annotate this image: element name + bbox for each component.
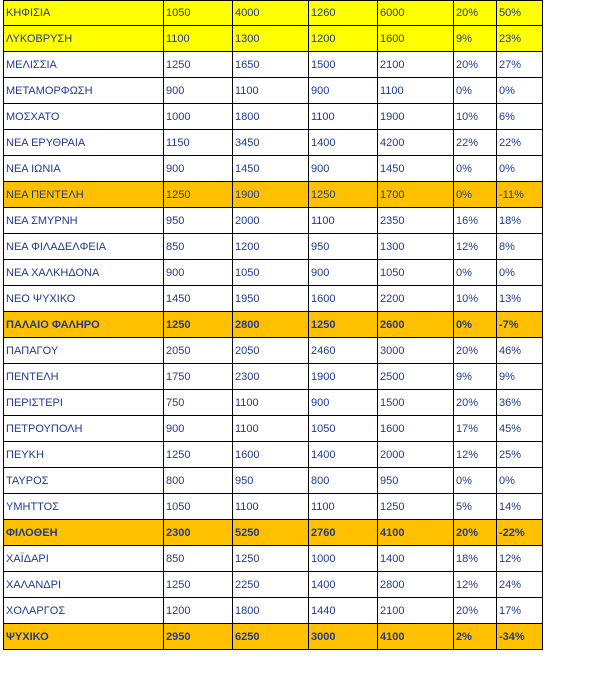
area-name-cell[interactable]: ΨΥΧΙΚΟ: [4, 624, 164, 650]
value-cell[interactable]: 1400: [309, 572, 378, 598]
value-cell[interactable]: 2050: [164, 338, 233, 364]
value-cell[interactable]: 800: [309, 468, 378, 494]
value-cell[interactable]: 1500: [309, 52, 378, 78]
value-cell[interactable]: 36%: [497, 390, 543, 416]
area-name-cell[interactable]: ΝΕΑ ΧΑΛΚΗΔΟΝΑ: [4, 260, 164, 286]
area-name-cell[interactable]: ΜΕΛΙΣΣΙΑ: [4, 52, 164, 78]
value-cell[interactable]: 46%: [497, 338, 543, 364]
value-cell[interactable]: 1900: [378, 104, 454, 130]
value-cell[interactable]: 1250: [164, 572, 233, 598]
value-cell[interactable]: 9%: [454, 26, 497, 52]
value-cell[interactable]: 1450: [378, 156, 454, 182]
value-cell[interactable]: 900: [309, 78, 378, 104]
value-cell[interactable]: 1200: [164, 598, 233, 624]
value-cell[interactable]: 1800: [233, 104, 309, 130]
value-cell[interactable]: 50%: [497, 1, 543, 26]
area-name-cell[interactable]: ΝΕΑ ΙΩΝΙΑ: [4, 156, 164, 182]
value-cell[interactable]: 27%: [497, 52, 543, 78]
value-cell[interactable]: 2000: [233, 208, 309, 234]
area-name-cell[interactable]: ΚΗΦΙΣΙΑ: [4, 1, 164, 26]
value-cell[interactable]: 950: [164, 208, 233, 234]
value-cell[interactable]: 900: [309, 156, 378, 182]
table-row: [4, 26, 543, 52]
value-cell[interactable]: 20%: [454, 390, 497, 416]
area-name-cell[interactable]: ΜΟΣΧΑΤΟ: [4, 104, 164, 130]
value-cell[interactable]: 1050: [164, 494, 233, 520]
table-row: [4, 468, 543, 494]
value-cell[interactable]: 2000: [378, 442, 454, 468]
value-cell[interactable]: 1050: [309, 416, 378, 442]
table-row: [4, 78, 543, 104]
value-cell[interactable]: 2300: [233, 364, 309, 390]
value-cell[interactable]: 1400: [309, 130, 378, 156]
value-cell[interactable]: 17%: [454, 416, 497, 442]
value-cell[interactable]: 20%: [454, 598, 497, 624]
value-cell[interactable]: 1000: [164, 104, 233, 130]
value-cell[interactable]: 1700: [378, 182, 454, 208]
table-row: [4, 52, 543, 78]
value-cell[interactable]: 1050: [378, 260, 454, 286]
value-cell[interactable]: 45%: [497, 416, 543, 442]
value-cell[interactable]: 9%: [454, 364, 497, 390]
area-name-cell[interactable]: ΝΕΟ ΨΥΧΙΚΟ: [4, 286, 164, 312]
table-row: [4, 260, 543, 286]
value-cell[interactable]: 950: [378, 468, 454, 494]
value-cell[interactable]: 1100: [233, 390, 309, 416]
value-cell[interactable]: 3000: [309, 624, 378, 650]
value-cell[interactable]: 4000: [233, 1, 309, 26]
table-row: [4, 182, 543, 208]
value-cell[interactable]: 2350: [378, 208, 454, 234]
table-row: [4, 390, 543, 416]
value-cell[interactable]: 2100: [378, 52, 454, 78]
area-name-cell[interactable]: ΜΕΤΑΜΟΡΦΩΣΗ: [4, 78, 164, 104]
value-cell[interactable]: 5%: [454, 494, 497, 520]
table-row: [4, 416, 543, 442]
area-name-cell[interactable]: ΧΑΛΑΝΔΡΙ: [4, 572, 164, 598]
value-cell[interactable]: 2800: [378, 572, 454, 598]
value-cell[interactable]: 22%: [497, 130, 543, 156]
area-name-cell[interactable]: ΝΕΑ ΣΜΥΡΝΗ: [4, 208, 164, 234]
value-cell[interactable]: 1600: [378, 26, 454, 52]
value-cell[interactable]: 6000: [378, 1, 454, 26]
value-cell[interactable]: 23%: [497, 26, 543, 52]
value-cell[interactable]: 1950: [233, 286, 309, 312]
table-row: [4, 546, 543, 572]
value-cell[interactable]: 1100: [309, 494, 378, 520]
area-name-cell[interactable]: ΤΑΥΡΟΣ: [4, 468, 164, 494]
area-name-cell[interactable]: ΧΑΪΔΑΡΙ: [4, 546, 164, 572]
area-name-cell[interactable]: ΝΕΑ ΠΕΝΤΕΛΗ: [4, 182, 164, 208]
value-cell[interactable]: 0%: [454, 182, 497, 208]
area-name-cell[interactable]: ΠΑΠΑΓΟΥ: [4, 338, 164, 364]
value-cell[interactable]: 0%: [454, 260, 497, 286]
value-cell[interactable]: 2950: [164, 624, 233, 650]
value-cell[interactable]: 2600: [378, 312, 454, 338]
value-cell[interactable]: 18%: [454, 546, 497, 572]
value-cell[interactable]: 900: [309, 390, 378, 416]
value-cell[interactable]: 1800: [233, 598, 309, 624]
value-cell[interactable]: 1450: [233, 156, 309, 182]
value-cell[interactable]: 1400: [378, 546, 454, 572]
value-cell[interactable]: 1750: [164, 364, 233, 390]
area-name-cell[interactable]: ΝΕΑ ΕΡΥΘΡΑΙΑ: [4, 130, 164, 156]
value-cell[interactable]: 900: [164, 156, 233, 182]
table-row: [4, 364, 543, 390]
value-cell[interactable]: 5250: [233, 520, 309, 546]
value-cell[interactable]: 0%: [497, 78, 543, 104]
value-cell[interactable]: 1250: [309, 182, 378, 208]
value-cell[interactable]: 1000: [309, 546, 378, 572]
value-cell[interactable]: 25%: [497, 442, 543, 468]
value-cell[interactable]: 1250: [164, 182, 233, 208]
value-cell[interactable]: 0%: [454, 78, 497, 104]
value-cell[interactable]: 20%: [454, 338, 497, 364]
value-cell[interactable]: 1100: [233, 78, 309, 104]
value-cell[interactable]: 18%: [497, 208, 543, 234]
value-cell[interactable]: 10%: [454, 286, 497, 312]
value-cell[interactable]: 900: [309, 260, 378, 286]
value-cell[interactable]: 20%: [454, 1, 497, 26]
area-name-cell[interactable]: ΠΕΤΡΟΥΠΟΛΗ: [4, 416, 164, 442]
value-cell[interactable]: 12%: [454, 572, 497, 598]
table-row: [4, 572, 543, 598]
table-row: [4, 104, 543, 130]
value-cell[interactable]: 2250: [233, 572, 309, 598]
value-cell[interactable]: 1900: [309, 364, 378, 390]
value-cell[interactable]: 1200: [233, 234, 309, 260]
value-cell[interactable]: -22%: [497, 520, 543, 546]
table-row: [4, 520, 543, 546]
area-name-cell[interactable]: ΝΕΑ ΦΙΛΑΔΕΛΦΕΙΑ: [4, 234, 164, 260]
value-cell[interactable]: 1100: [164, 26, 233, 52]
value-cell[interactable]: 0%: [454, 156, 497, 182]
value-cell[interactable]: 0%: [454, 312, 497, 338]
value-cell[interactable]: 1150: [164, 130, 233, 156]
value-cell[interactable]: 16%: [454, 208, 497, 234]
value-cell[interactable]: 750: [164, 390, 233, 416]
value-cell[interactable]: 2500: [378, 364, 454, 390]
value-cell[interactable]: 2%: [454, 624, 497, 650]
value-cell[interactable]: 2200: [378, 286, 454, 312]
value-cell[interactable]: 1300: [233, 26, 309, 52]
table-row: [4, 286, 543, 312]
value-cell[interactable]: 22%: [454, 130, 497, 156]
value-cell[interactable]: 950: [309, 234, 378, 260]
value-cell[interactable]: 10%: [454, 104, 497, 130]
area-name-cell[interactable]: ΠΕΥΚΗ: [4, 442, 164, 468]
value-cell[interactable]: 1050: [164, 1, 233, 26]
value-cell[interactable]: 1450: [164, 286, 233, 312]
value-cell[interactable]: 1600: [378, 416, 454, 442]
value-cell[interactable]: 900: [164, 416, 233, 442]
value-cell[interactable]: 850: [164, 234, 233, 260]
table-row: [4, 208, 543, 234]
value-cell[interactable]: 0%: [497, 156, 543, 182]
value-cell[interactable]: 0%: [497, 468, 543, 494]
value-cell[interactable]: 2760: [309, 520, 378, 546]
value-cell[interactable]: 4200: [378, 130, 454, 156]
value-cell[interactable]: 4100: [378, 520, 454, 546]
value-cell[interactable]: 1900: [233, 182, 309, 208]
area-name-cell[interactable]: ΠΑΛΑΙΟ ΦΑΛΗΡΟ: [4, 312, 164, 338]
spreadsheet-body: [4, 1, 543, 650]
table-row: [4, 1, 543, 26]
value-cell[interactable]: 13%: [497, 286, 543, 312]
value-cell[interactable]: 17%: [497, 598, 543, 624]
table-row: [4, 312, 543, 338]
value-cell[interactable]: 20%: [454, 520, 497, 546]
table-row: [4, 598, 543, 624]
value-cell[interactable]: 1100: [378, 78, 454, 104]
value-cell[interactable]: 1500: [378, 390, 454, 416]
value-cell[interactable]: 900: [164, 260, 233, 286]
value-cell[interactable]: 950: [233, 468, 309, 494]
value-cell[interactable]: 6250: [233, 624, 309, 650]
value-cell[interactable]: 900: [164, 78, 233, 104]
value-cell[interactable]: 8%: [497, 234, 543, 260]
value-cell[interactable]: 1100: [309, 208, 378, 234]
value-cell[interactable]: 2100: [378, 598, 454, 624]
value-cell[interactable]: 9%: [497, 364, 543, 390]
value-cell[interactable]: 14%: [497, 494, 543, 520]
area-name-cell[interactable]: ΦΙΛΟΘΕΗ: [4, 520, 164, 546]
value-cell[interactable]: 1440: [309, 598, 378, 624]
value-cell[interactable]: 0%: [454, 468, 497, 494]
value-cell[interactable]: 1200: [309, 26, 378, 52]
value-cell[interactable]: -11%: [497, 182, 543, 208]
value-cell[interactable]: 1250: [378, 494, 454, 520]
spreadsheet-table: [3, 0, 543, 650]
value-cell[interactable]: -7%: [497, 312, 543, 338]
value-cell[interactable]: 1250: [164, 442, 233, 468]
value-cell[interactable]: 24%: [497, 572, 543, 598]
value-cell[interactable]: 850: [164, 546, 233, 572]
table-row: [4, 624, 543, 650]
value-cell[interactable]: 1250: [233, 546, 309, 572]
area-name-cell[interactable]: ΧΟΛΑΡΓΟΣ: [4, 598, 164, 624]
value-cell[interactable]: 1100: [233, 416, 309, 442]
value-cell[interactable]: 1100: [233, 494, 309, 520]
value-cell[interactable]: 800: [164, 468, 233, 494]
value-cell[interactable]: 1100: [309, 104, 378, 130]
value-cell[interactable]: 4100: [378, 624, 454, 650]
value-cell[interactable]: 12%: [497, 546, 543, 572]
value-cell[interactable]: 1400: [309, 442, 378, 468]
area-name-cell[interactable]: ΛΥΚΟΒΡΥΣΗ: [4, 26, 164, 52]
value-cell[interactable]: 1600: [233, 442, 309, 468]
value-cell[interactable]: 2800: [233, 312, 309, 338]
value-cell[interactable]: 2300: [164, 520, 233, 546]
value-cell[interactable]: 3000: [378, 338, 454, 364]
value-cell[interactable]: 3450: [233, 130, 309, 156]
area-name-cell[interactable]: ΥΜΗΤΤΟΣ: [4, 494, 164, 520]
value-cell[interactable]: 6%: [497, 104, 543, 130]
table-row: [4, 338, 543, 364]
value-cell[interactable]: 2460: [309, 338, 378, 364]
area-name-cell[interactable]: ΠΕΡΙΣΤΕΡΙ: [4, 390, 164, 416]
value-cell[interactable]: 0%: [497, 260, 543, 286]
table-row: [4, 156, 543, 182]
value-cell[interactable]: 12%: [454, 234, 497, 260]
value-cell[interactable]: -34%: [497, 624, 543, 650]
value-cell[interactable]: 12%: [454, 442, 497, 468]
value-cell[interactable]: 1650: [233, 52, 309, 78]
value-cell[interactable]: 1250: [164, 52, 233, 78]
table-row: [4, 494, 543, 520]
value-cell[interactable]: 1250: [164, 312, 233, 338]
value-cell[interactable]: 1260: [309, 1, 378, 26]
value-cell[interactable]: 20%: [454, 52, 497, 78]
area-name-cell[interactable]: ΠΕΝΤΕΛΗ: [4, 364, 164, 390]
value-cell[interactable]: 1250: [309, 312, 378, 338]
table-row: [4, 442, 543, 468]
value-cell[interactable]: 2050: [233, 338, 309, 364]
table-row: [4, 234, 543, 260]
value-cell[interactable]: 1600: [309, 286, 378, 312]
table-row: [4, 130, 543, 156]
value-cell[interactable]: 1050: [233, 260, 309, 286]
value-cell[interactable]: 1300: [378, 234, 454, 260]
